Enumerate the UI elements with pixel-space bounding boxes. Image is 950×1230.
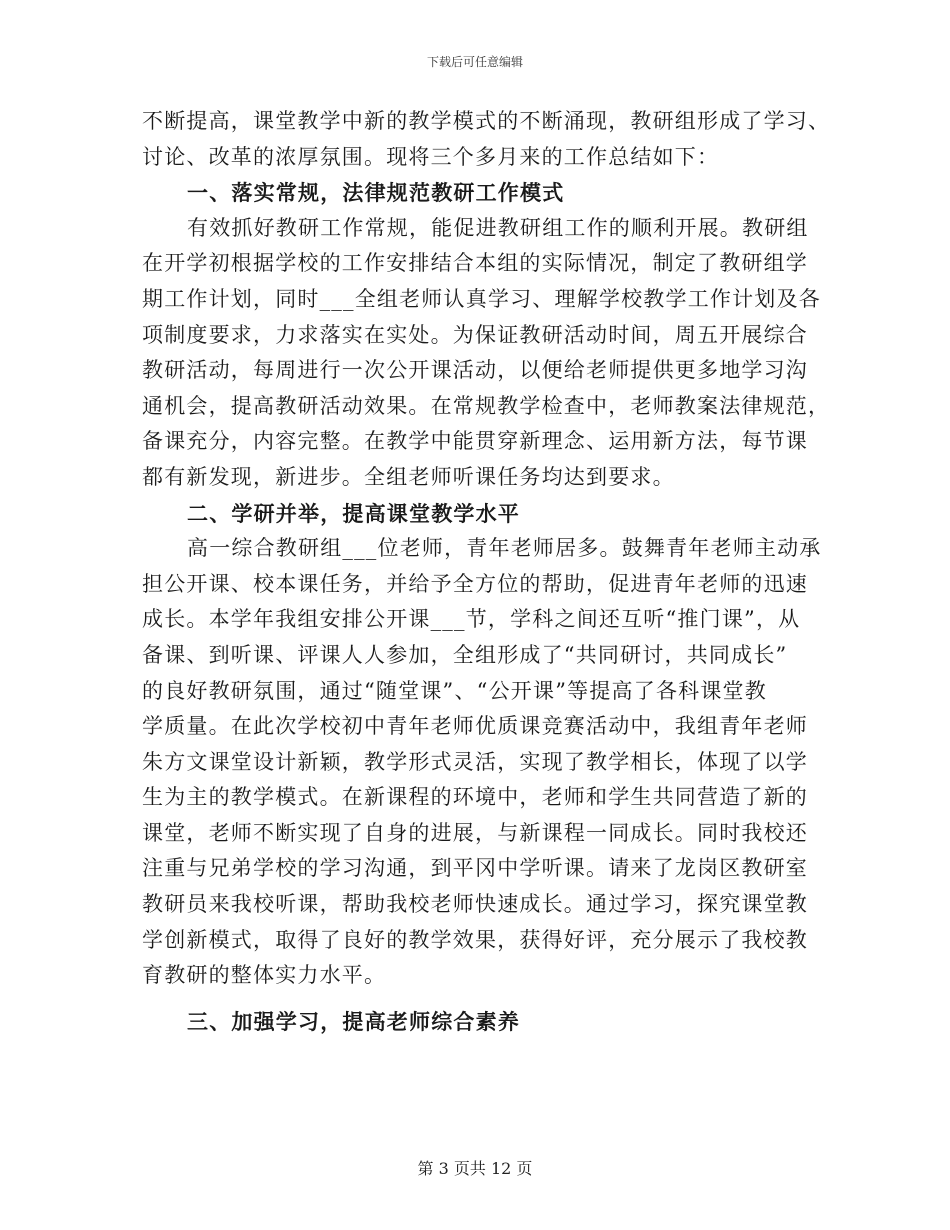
text-line: 朱方文课堂设计新颖，教学形式灵活，实现了教学相长，体现了以学: [142, 749, 808, 774]
text-line: 学创新模式，取得了良好的教学效果，获得好评，充分展示了我校教: [142, 927, 808, 952]
text-line: 在开学初根据学校的工作安排结合本组的实际情况，制定了教研组学: [142, 251, 808, 276]
text-line: 都有新发现，新进步。全组老师听课任务均达到要求。: [142, 464, 675, 489]
page-header: 下载后可任意编辑: [426, 55, 523, 69]
text-line: 成长。本学年我组安排公开课___节，学科之间还互听“推门课”，从: [142, 607, 801, 632]
text-line: 担公开课、校本课任务，并给予全方位的帮助，促进青年老师的迅速: [142, 571, 808, 596]
text-line: 学质量。在此次学校初中青年老师优质课竞赛活动中，我组青年老师: [142, 714, 808, 739]
text-line: 备课、到听课、评课人人参加，全组形成了“共同研讨，共同成长”: [142, 642, 788, 667]
text-line: 讨论、改革的浓厚氛围。现将三个多月来的工作总结如下：: [142, 144, 720, 169]
text-line: 项制度要求，力求落实在实处。为保证教研活动时间，周五开展综合: [142, 322, 808, 347]
text-line: 不断提高，课堂教学中新的教学模式的不断涌现，教研组形成了学习、: [142, 109, 831, 133]
page-footer: 第 3 页共 12 页: [417, 1159, 533, 1178]
text-line: 生为主的教学模式。在新课程的环境中，老师和学生共同营造了新的: [142, 785, 808, 810]
text-line: 的良好教研氛围，通过“随堂课”、“公开课”等提高了各科课堂教: [142, 678, 767, 703]
section-heading: 三、加强学习，提高老师综合素养: [187, 1008, 520, 1034]
section-heading: 二、学研并举，提高课堂教学水平: [187, 500, 520, 526]
text-line: 备课充分，内容完整。在教学中能贯穿新理念、运用新方法，每节课: [142, 429, 808, 454]
document-body: [142, 104, 831, 1039]
text-line: 注重与兄弟学校的学习沟通，到平冈中学听课。请来了龙岗区教研室: [142, 856, 808, 881]
section-heading: 一、落实常规，法律规范教研工作模式: [187, 180, 565, 206]
text-line: 期工作计划，同时___全组老师认真学习、理解学校教学工作计划及各: [142, 286, 821, 311]
text-line: 课堂，老师不断实现了自身的进展，与新课程一同成长。同时我校还: [142, 820, 808, 845]
text-line: 育教研的整体实力水平。: [142, 963, 387, 988]
paragraph-spacer: [142, 994, 808, 1004]
text-line: 高一综合教研组___位老师，青年老师居多。鼓舞青年老师主动承: [187, 536, 822, 561]
text-line: 有效抓好教研工作常规，能促进教研组工作的顺利开展。教研组: [187, 215, 809, 240]
text-line: 教研活动，每周进行一次公开课活动，以便给老师提供更多地学习沟: [142, 358, 808, 383]
text-line: 教研员来我校听课，帮助我校老师快速成长。通过学习，探究课堂教: [142, 892, 808, 917]
text-line: 通机会，提高教研活动效果。在常规教学检查中，老师教案法律规范，: [142, 393, 831, 418]
